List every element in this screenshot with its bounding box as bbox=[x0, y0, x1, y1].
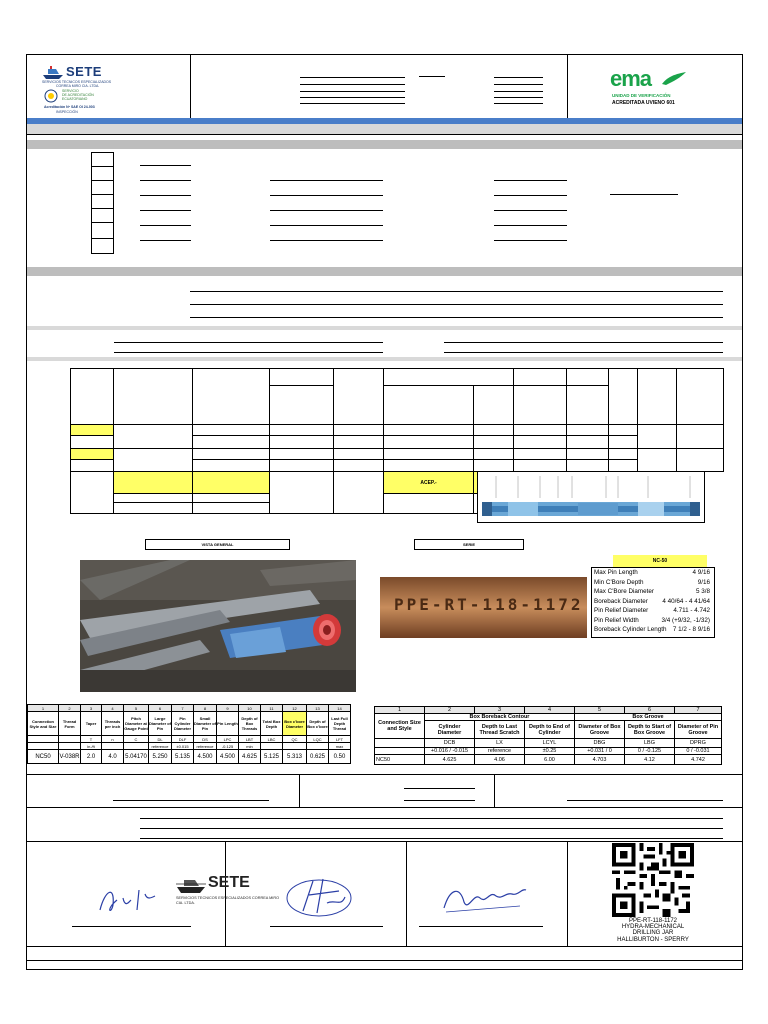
sete-stamp-subtitle: SERVICIOS TECNICOS ESPECIALIZADOS CORREA MIRO CIA. LTDA. bbox=[176, 896, 280, 905]
spec-row: Pin Relief Width 3/4 (+9/32, -1/32) bbox=[594, 616, 710, 624]
section-band bbox=[27, 267, 742, 276]
boat-icon bbox=[42, 66, 64, 80]
header-divider bbox=[190, 55, 191, 118]
spec-row: Max Pin Length 4 9/16 bbox=[594, 569, 710, 576]
sete-name: SETE bbox=[66, 64, 102, 79]
ema-line-2: ACREDITADA UVIENO 601 bbox=[612, 100, 675, 106]
tool-schematic bbox=[477, 471, 705, 523]
sae-line-1: SERVICIO bbox=[62, 89, 79, 93]
table-row: NC50 4.625 4.06 6.00 4.703 4.12 4.742 bbox=[375, 755, 722, 765]
signature-2 bbox=[283, 873, 355, 923]
section-band bbox=[27, 326, 742, 330]
qr-code[interactable] bbox=[612, 843, 694, 917]
eagle-icon bbox=[662, 72, 686, 86]
sete-company-stamp bbox=[176, 874, 286, 908]
thread-spec-table: 1 2 3 4 5 6 7 8 9 10 11 12 13 14 Connection Style and Size Thread Form Taper Threads per inch Pitch Diameter at Gauge Point Large Diameter of Pin Pin Cylinder Diameter Small Diameter of Pin Pin Length Depth of Box Threads Total Box Depth Box c'bore Diameter Depth of Box c'bore Last Full Depth Thread T n C DL DLF DS LPC LBT LBC QC LQC LFT in./ft reference ±0.015 reference -0.125 min max NC50 V-038R 2.0 4.0 5.04170 5.250 5.135 4.500 4.500 4.625 5.125 5.313 0.625 0.50 bbox=[27, 704, 351, 764]
nc50-spec-box bbox=[591, 567, 715, 638]
highlight-cell bbox=[114, 472, 193, 493]
qr-caption-serial: PPE-RT-118-1172 bbox=[628, 918, 678, 924]
spec-row: Max C'Bore Diameter 5 3/8 bbox=[594, 588, 710, 595]
sae-inspection: INSPECCIÓN bbox=[56, 110, 78, 114]
spec-row: Boreback Diameter 4 40/64 - 4 41/64 bbox=[594, 597, 710, 605]
nc50-title: NC-50 bbox=[613, 555, 707, 567]
spec-row: Min C'Bore Depth 9/16 bbox=[594, 578, 710, 586]
section-band bbox=[27, 124, 742, 134]
qr-caption-line-2: HYDRA-MECHANICAL bbox=[621, 924, 685, 931]
spec-row: Boreback Cylinder Length 7 1/2 - 8 9/16 bbox=[594, 626, 710, 633]
sete-subtitle: SERVICIOS TECNICOS ESPECIALIZADOS bbox=[42, 80, 112, 84]
sae-line-3: ECUATORIANO bbox=[62, 97, 88, 101]
sete-accreditation-logo bbox=[42, 64, 162, 116]
sae-line-2: DE ACREDITACIÓN bbox=[62, 93, 94, 97]
boreback-spec-table: 1 2 3 4 5 6 7 Connection Size and Style Box Boreback Contour Box Groove Cylinder Diameter Depth to Last Thread Scratch Depth to End of Cylinder Diameter of Box Groove Depth to Start of Box Groove Diameter of Pin Groove DCB LX LCYL DBG LBG DPRG +0.016 / -0.015 reference ±0.25 +0.031 / 0 0 / -0.125 0 / -0.031 NC50 4.625 4.06 6.00 4.703 4.12 4.742 bbox=[374, 706, 722, 765]
drilling-jar-diagram bbox=[478, 472, 704, 522]
drill-pipe-photo bbox=[80, 560, 356, 692]
highlight-cell bbox=[71, 425, 114, 436]
serial-photo bbox=[380, 577, 587, 638]
signature-1 bbox=[95, 880, 165, 920]
header-divider bbox=[567, 55, 568, 118]
qr-caption-line-3: DRILLING JAR bbox=[632, 930, 674, 937]
ema-line-1: UNIDAD DE VERIFICACIÓN bbox=[612, 93, 671, 98]
qr-caption bbox=[600, 918, 706, 943]
serial-engraving: PPE-RT-118-1172 bbox=[394, 595, 584, 614]
table-row: NC50 V-038R 2.0 4.0 5.04170 5.250 5.135 4.500 4.500 4.625 5.125 5.313 0.625 0.50 bbox=[28, 750, 351, 764]
acceptance-label: ACEP.- bbox=[384, 472, 474, 493]
sae-seal-icon bbox=[44, 89, 58, 103]
section-band bbox=[27, 357, 742, 361]
sete-subtitle-2: CORREA MIRO CIA. LTDA. bbox=[56, 84, 100, 88]
sete-stamp-name: SETE bbox=[208, 874, 250, 891]
sae-accreditation-number: Acreditación Nº SAE OI 24-003 bbox=[44, 105, 95, 109]
highlight-cell bbox=[193, 472, 270, 493]
section-band bbox=[27, 140, 742, 149]
ema-logo bbox=[610, 66, 710, 110]
qr-caption-line-4: HALLIBURTON - SPERRY bbox=[617, 936, 689, 943]
qr-code-icon bbox=[612, 843, 694, 917]
highlight-cell bbox=[71, 448, 114, 459]
general-view-photo bbox=[80, 560, 356, 692]
signature-3 bbox=[440, 878, 530, 918]
general-view-label: VISTA GENERAL bbox=[145, 539, 290, 550]
boat-icon bbox=[176, 876, 206, 894]
serial-label: SERIE bbox=[414, 539, 524, 550]
spec-row: Pin Relief Diameter 4.711 - 4.742 bbox=[594, 607, 710, 614]
ema-name: ema bbox=[610, 66, 652, 91]
